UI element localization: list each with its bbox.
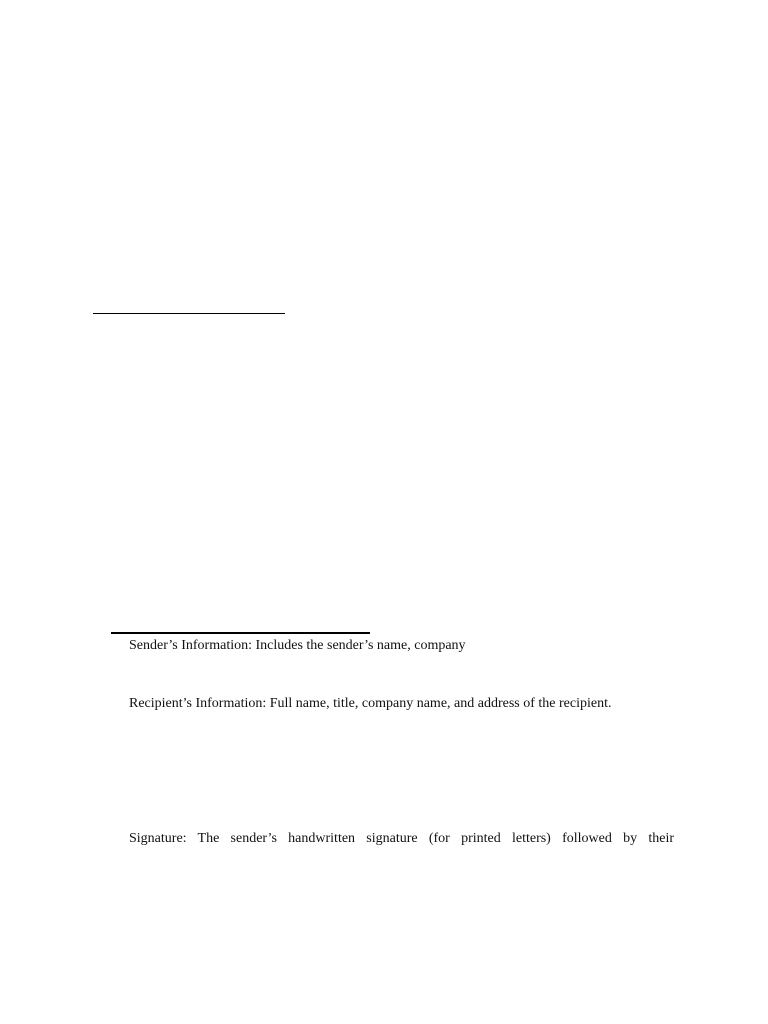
signature-paragraph: Signature: The sender’s handwritten signature (for printed letters) followed by their (129, 831, 674, 846)
horizontal-rule-top (93, 313, 285, 314)
recipient-information-paragraph: Recipient’s Information: Full name, title, company name, and address of the recipient. (129, 696, 612, 711)
horizontal-rule-section (111, 632, 370, 634)
sender-information-paragraph: Sender’s Information: Includes the sender’s name, company (129, 638, 466, 653)
